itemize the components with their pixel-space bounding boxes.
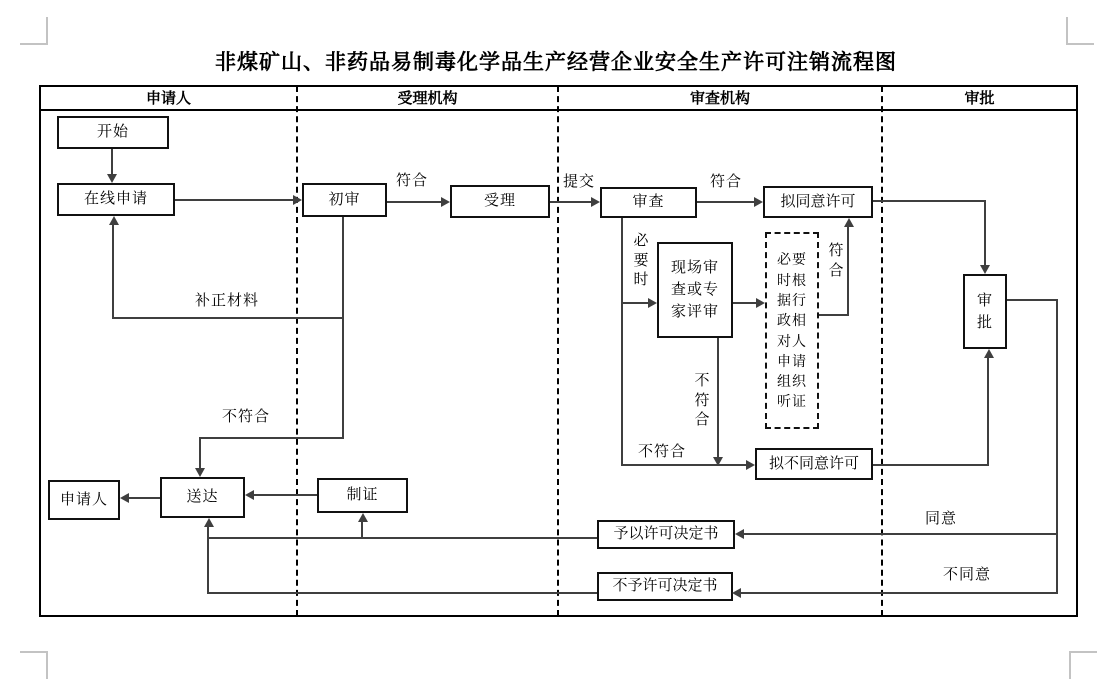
node-hearing: 必要时根据行政相对人申请组织听证 bbox=[765, 232, 819, 429]
edge-label-conform-2: 符合 bbox=[710, 173, 743, 190]
edge-approve-approval-arrow bbox=[980, 265, 990, 274]
node-preliminary-review: 初审 bbox=[302, 183, 387, 217]
edge-disagree-deny-line bbox=[740, 592, 1058, 594]
node-make-certificate: 制证 bbox=[317, 478, 408, 513]
node-start: 开始 bbox=[57, 116, 169, 149]
node-deliver: 送达 bbox=[160, 477, 245, 518]
node-approve: 审批 bbox=[963, 274, 1007, 349]
edge-review-onsite-arrow bbox=[648, 298, 657, 308]
edge-deny-deliver-arrow bbox=[204, 518, 214, 527]
edge-agree-grant-arrow bbox=[735, 529, 744, 539]
page-corner-mark-top-left bbox=[20, 17, 48, 45]
edge-online-preliminary-line bbox=[175, 199, 294, 201]
node-accept: 受理 bbox=[450, 185, 550, 218]
node-deny-decision: 不予许可决定书 bbox=[597, 572, 733, 601]
edge-start-online-arrow bbox=[107, 174, 117, 183]
edge-cert-deliver-line bbox=[253, 494, 317, 496]
edge-disapprove-approval-line-h bbox=[873, 464, 989, 466]
edge-supplement-line-h bbox=[113, 317, 344, 319]
edge-review-disapprove-arrow bbox=[746, 460, 755, 470]
edge-onsite-hearing-arrow bbox=[756, 298, 765, 308]
edge-cert-deliver-arrow bbox=[245, 490, 254, 500]
node-onsite-review: 现场审查或专家评审 bbox=[657, 242, 733, 338]
node-online-apply: 在线申请 bbox=[57, 183, 175, 216]
edge-label-not-conform-preliminary: 不符合 bbox=[222, 408, 271, 425]
edge-approval-out-line-h bbox=[1007, 299, 1058, 301]
edge-accept-review-line bbox=[550, 201, 591, 203]
edge-supplement-arrow bbox=[109, 216, 119, 225]
edge-onsite-down-line bbox=[717, 338, 719, 459]
edge-deliver-applicant-arrow bbox=[120, 493, 129, 503]
edge-onsite-down-arrow bbox=[713, 457, 723, 466]
edge-onsite-hearing-line bbox=[733, 302, 758, 304]
edge-preliminary-accept-line bbox=[387, 201, 441, 203]
edge-approve-approval-line-h bbox=[873, 200, 986, 202]
edge-preliminary-down-line bbox=[342, 217, 344, 439]
edge-hearing-approve-line-h bbox=[819, 314, 849, 316]
edge-review-approve-arrow bbox=[754, 197, 763, 207]
edge-grant-cert-line bbox=[361, 521, 363, 538]
edge-grant-left-line bbox=[208, 537, 597, 539]
edge-review-approve-line bbox=[697, 201, 754, 203]
lane-header-reviewer: 审查机构 bbox=[689, 90, 750, 107]
lane-divider-3 bbox=[881, 86, 883, 616]
edge-label-conform-3: 符合 bbox=[828, 242, 845, 279]
edge-deny-left-line bbox=[208, 592, 597, 594]
edge-approve-approval-line-v bbox=[984, 200, 986, 266]
edge-label-disagree: 不同意 bbox=[943, 566, 992, 583]
edge-label-when-necessary: 必要时 bbox=[633, 232, 650, 288]
edge-label-supplement-materials: 补正材料 bbox=[195, 292, 260, 309]
edge-review-onsite-line bbox=[621, 302, 649, 304]
edge-disapprove-approval-arrow bbox=[984, 349, 994, 358]
edge-disagree-deny-arrow bbox=[732, 588, 741, 598]
edge-label-conform-1: 符合 bbox=[396, 172, 429, 189]
edge-start-online-line bbox=[111, 149, 113, 176]
edge-deny-deliver-line bbox=[207, 526, 209, 594]
page-corner-mark-top-right bbox=[1066, 17, 1094, 45]
edge-preliminary-accept-arrow bbox=[441, 197, 450, 207]
edge-approval-out-line-v bbox=[1056, 299, 1058, 594]
edge-label-submit: 提交 bbox=[563, 173, 596, 190]
edge-review-down-line bbox=[621, 218, 623, 466]
lane-header-acceptor: 受理机构 bbox=[397, 90, 458, 107]
edge-label-not-conform-onsite: 不符合 bbox=[694, 372, 711, 428]
edge-accept-review-arrow bbox=[591, 197, 600, 207]
edge-label-agree: 同意 bbox=[925, 510, 958, 527]
lane-header-approver: 审批 bbox=[964, 90, 995, 107]
edge-online-preliminary-arrow bbox=[293, 195, 302, 205]
edge-disapprove-approval-line-v bbox=[987, 357, 989, 466]
node-propose-disapprove: 拟不同意许可 bbox=[755, 448, 873, 480]
edge-agree-grant-line bbox=[743, 533, 1058, 535]
edge-deliver-applicant-line bbox=[128, 497, 160, 499]
node-propose-approve: 拟同意许可 bbox=[763, 186, 873, 218]
node-applicant: 申请人 bbox=[48, 480, 120, 520]
node-review: 审查 bbox=[600, 187, 697, 218]
edge-hearing-approve-arrow bbox=[844, 218, 854, 227]
edge-notconform-line-v bbox=[199, 437, 201, 469]
node-grant-decision: 予以许可决定书 bbox=[597, 520, 735, 549]
edge-notconform-line-h bbox=[199, 437, 344, 439]
edge-grant-cert-arrow bbox=[358, 513, 368, 522]
edge-label-not-conform-review: 不符合 bbox=[638, 443, 687, 460]
edge-hearing-approve-line-v bbox=[847, 226, 849, 316]
edge-notconform-arrow bbox=[195, 468, 205, 477]
edge-supplement-line-v bbox=[112, 224, 114, 319]
lane-header-applicant: 申请人 bbox=[145, 90, 191, 107]
edge-review-disapprove-line bbox=[621, 464, 748, 466]
page-title: 非煤矿山、非药品易制毒化学品生产经营企业安全生产许可注销流程图 bbox=[215, 50, 897, 74]
